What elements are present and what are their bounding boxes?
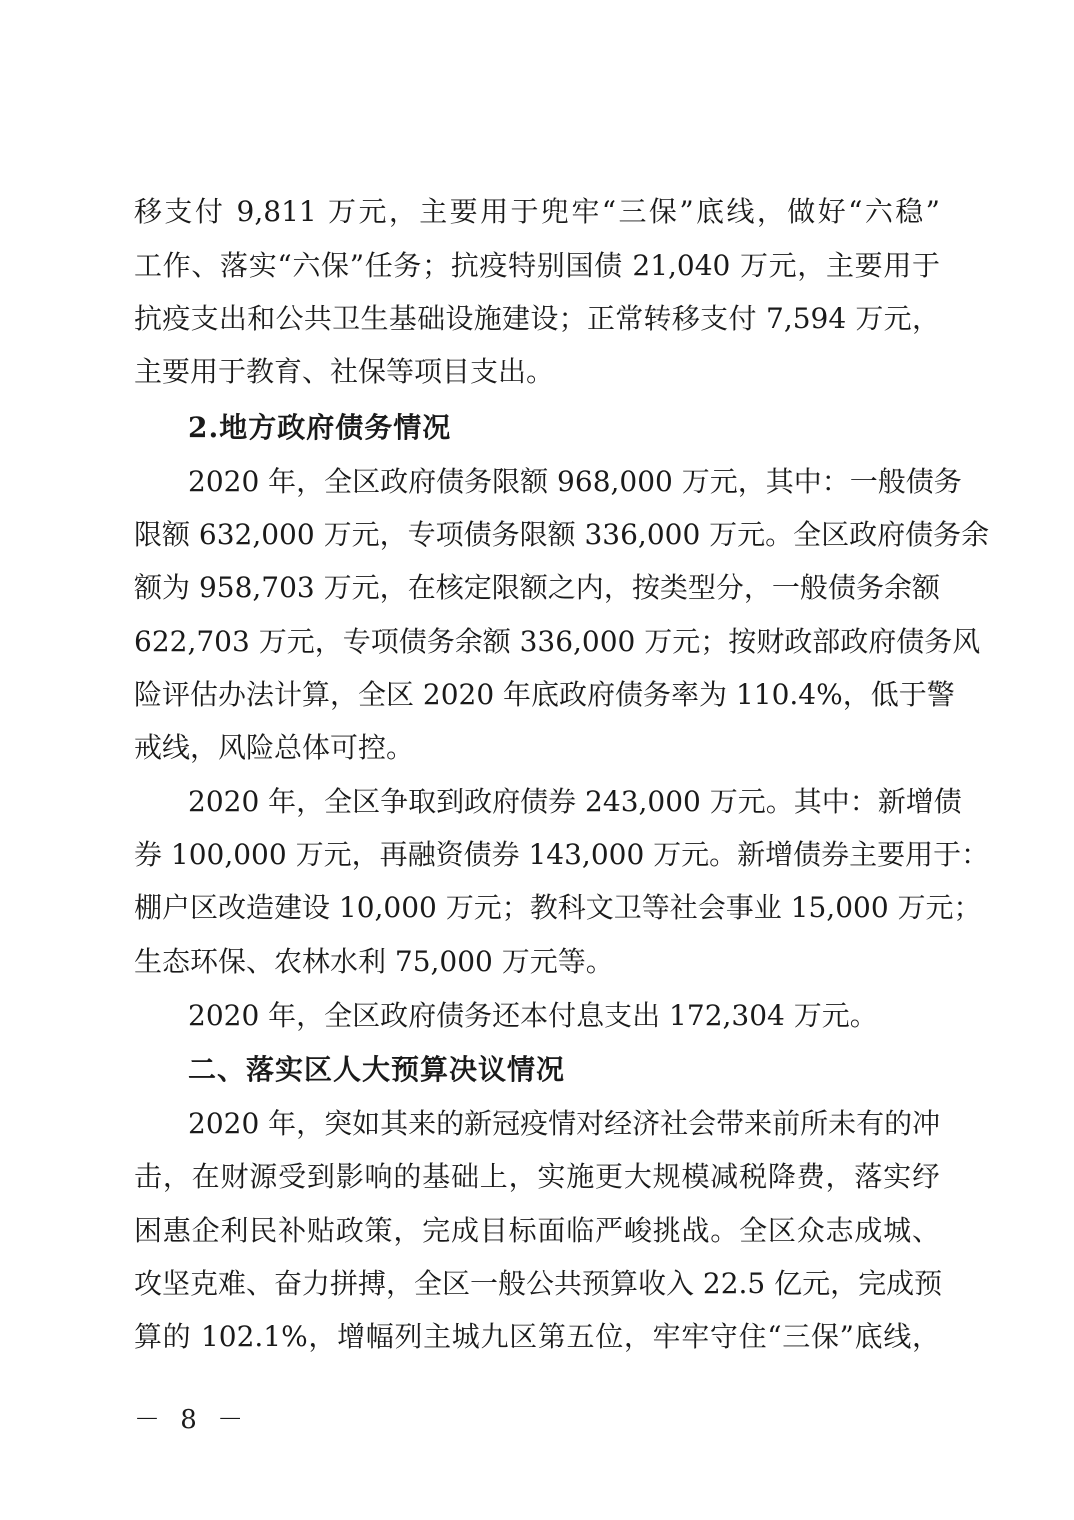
text-line: 限额 632,000 万元，专项债务限额 336,000 万元。全区政府债务余 — [134, 518, 990, 551]
text-line: 2020 年，全区政府债务限额 968,000 万元，其中：一般债务 — [188, 465, 962, 498]
text-line: 622,703 万元，专项债务余额 336,000 万元；按财政部政府债务风 — [134, 625, 981, 658]
text-line: 券 100,000 万元，再融资债券 143,000 万元。新增债券主要用于： — [134, 838, 990, 871]
text-line: 工作、落实“六保”任务；抗疫特别国债 21,040 万元，主要用于 — [134, 249, 940, 282]
text-line: 移支付 9,811 万元，主要用于兜牢“三保”底线，做好“六稳” — [134, 195, 940, 228]
text-line: 攻坚克难、奋力拼搏，全区一般公共预算收入 22.5 亿元，完成预 — [134, 1267, 943, 1300]
text-line: 击，在财源受到影响的基础上，实施更大规模减税降费，落实纾 — [134, 1160, 940, 1193]
text-line: 抗疫支出和公共卫生基础设施建设；正常转移支付 7,594 万元， — [134, 302, 940, 335]
text-line: 算的 102.1%，增幅列主城九区第五位，牢牢守住“三保”底线， — [134, 1320, 940, 1353]
text-line: 困惠企利民补贴政策，完成目标面临严峻挑战。全区众志成城、 — [134, 1214, 940, 1247]
section-heading: 二、落实区人大预算决议情况 — [188, 1053, 566, 1086]
text-line: 2020 年，全区争取到政府债券 243,000 万元。其中：新增债 — [188, 785, 962, 818]
text-line: 棚户区改造建设 10,000 万元；教科文卫等社会事业 15,000 万元； — [134, 891, 982, 924]
subsection-heading: 2.地方政府债务情况 — [188, 411, 452, 444]
text-line: 生态环保、农林水利 75,000 万元等。 — [134, 945, 614, 978]
text-line: 2020 年，突如其来的新冠疫情对经济社会带来前所未有的冲 — [188, 1107, 941, 1140]
text-line: 险评估办法计算，全区 2020 年底政府债务率为 110.4%，低于警 — [134, 678, 955, 711]
text-line: 戒线，风险总体可控。 — [134, 731, 415, 764]
text-line: 2020 年，全区政府债务还本付息支出 172,304 万元。 — [188, 999, 878, 1032]
page-number: － 8 － — [134, 1405, 250, 1435]
text-line: 主要用于教育、社保等项目支出。 — [134, 355, 555, 388]
text-line: 额为 958,703 万元，在核定限额之内，按类型分，一般债务余额 — [134, 571, 940, 604]
